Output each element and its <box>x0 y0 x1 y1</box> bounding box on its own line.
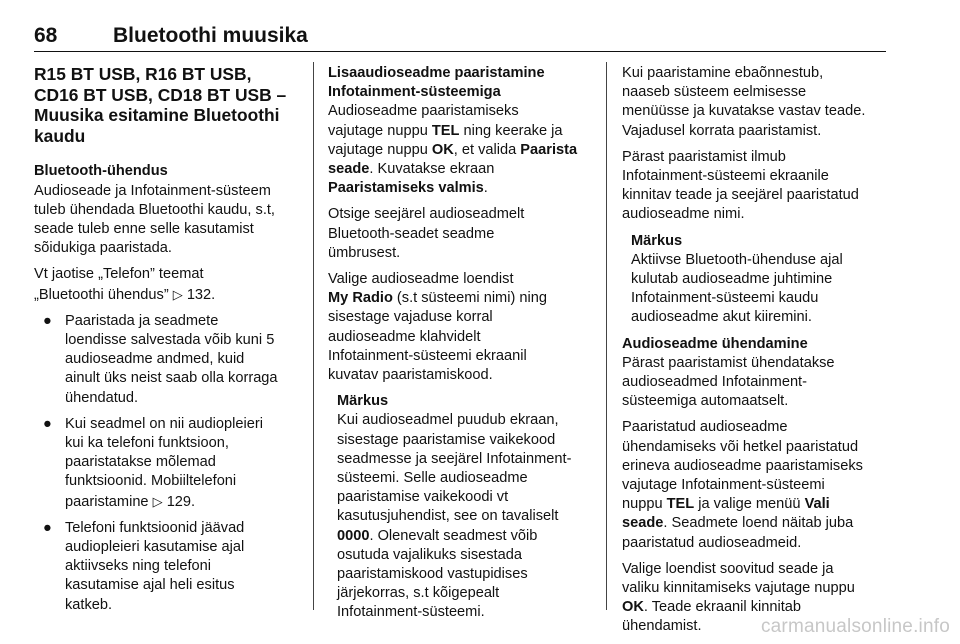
page-header <box>34 24 886 50</box>
page-number: 68 <box>34 24 58 47</box>
default-code: 0000 <box>337 527 370 544</box>
paragraph: Valige loendist soovitud seade ja valiku kinnitamiseks vajutage nuppu OK. Teade ekraanil kinnitab ühendamist. <box>622 560 855 635</box>
paragraph-cross-reference: Vt jaotise „Telefon” teemat „Bluetoothi ühendus” ▷ 132. <box>34 266 216 303</box>
section-title: Bluetoothi muusika <box>113 24 308 47</box>
bullet-list <box>34 312 300 615</box>
paragraph: Audioseade ja Infotainment-süsteem tuleb ühendada Bluetoothi kaudu, s.t, seade tuleb enne selle kasutamist sõidukiga paaristada. <box>34 182 275 257</box>
tel-key-label: TEL <box>666 496 695 513</box>
menu-item-label: Paarista <box>520 141 578 158</box>
list-item: ● Telefoni funktsioonid jäävad audiopleieri kasutamise ajal aktiivseks ning telefoni kasutamise ajal heli esitus katkeb. <box>43 519 245 613</box>
menu-item-label: Vali <box>804 496 830 513</box>
header-divider <box>34 51 886 52</box>
paragraph: Kui paaristamine ebaõnnestub, naaseb süsteem eelmisesse menüüsse ja kuvatakse vastav teade. Vajadusel korrata paaristamist. <box>622 65 866 139</box>
bullet-dot-icon: ● <box>43 415 52 432</box>
column-3 <box>622 64 886 644</box>
column-divider-1 <box>313 62 314 610</box>
paragraph: Paaristatud audioseadme ühendamiseks või hetkel paaristatud erineva audioseadme paaristamiseks vajutage Infotainment-süsteemi nuppu TEL ja valige menüü Vali seade. Seadmete loend näitab juba paaristatud audioseadmeid. <box>622 419 863 551</box>
column-divider-2 <box>606 62 607 610</box>
note-label: Märkus <box>631 232 683 249</box>
menu-item-label: seade <box>622 515 664 532</box>
device-name-label: My Radio <box>328 290 393 307</box>
page-reference-link[interactable]: 129. <box>166 493 196 510</box>
note-box: Märkus Aktiivse Bluetooth-ühenduse ajal kulutab audioseadme juhtimine Infotainment-süsteemi kaudu audioseadme akut kiiremini. <box>622 232 886 328</box>
page-reference-link[interactable]: 132. <box>186 286 216 303</box>
subheading-connecting: Audioseadme ühendamine <box>622 335 808 352</box>
bullet-dot-icon: ● <box>43 312 52 329</box>
screen-name-label: Paaristamiseks valmis <box>328 180 484 197</box>
paragraph: Audioseadme paaristamiseks vajutage nuppu TEL ning keerake ja vajutage nuppu OK, et valida Paarista seade. Kuvatakse ekraan Paaristamiseks valmis. <box>328 103 578 197</box>
watermark: carmanualsonline.info <box>760 616 950 637</box>
ok-key-label: OK <box>622 599 644 616</box>
page-reference-arrow-icon[interactable]: ▷ <box>152 493 163 509</box>
column-1 <box>34 64 300 622</box>
tel-key-label: TEL <box>431 122 460 139</box>
bullet-dot-icon: ● <box>43 519 52 536</box>
column-2 <box>328 64 592 623</box>
paragraph: Otsige seejärel audioseadmelt Bluetooth-seadet seadme ümbrusest. <box>328 206 525 261</box>
note-box: Märkus Kui audioseadmel puudub ekraan, sisestage paaristamise vaikekood seadmesse ja seejärel Infotainment- süsteemi. Selle audioseadme paaristamise vaikekoodi vt kasutusjuhendist, see on tavaliselt 0000. Olenevalt seadmest võib osutuda vajalikuks sisestada paaristamiskood vastupidises järjekorras, s.t kõigepealt Infotainment-süsteemi. <box>328 392 592 622</box>
subheading-bluetooth-connection: Bluetooth-ühendus <box>34 163 168 180</box>
chapter-heading: R15 BT USB, R16 BT USB, CD16 BT USB, CD18 BT USB – Muusika esitamine Bluetoothi kaudu <box>34 64 287 146</box>
note-label: Märkus <box>337 393 389 410</box>
paragraph: Pärast paaristamist ilmub Infotainment-süsteemi ekraanile kinnitav teade ja seejärel paaristatud audioseadme nimi. <box>622 148 859 223</box>
page-reference-arrow-icon[interactable]: ▷ <box>172 286 183 302</box>
subheading-pairing: Lisaaudioseadme paaristamine Infotainment-süsteemiga <box>328 65 545 101</box>
ok-key-label: OK <box>431 141 454 158</box>
paragraph: Valige audioseadme loendist My Radio (s.t süsteemi nimi) ning sisestage vajaduse korral audioseadme klahvidelt Infotainment-süsteemi ekraanil kuvatav paaristamiskood. <box>328 271 547 384</box>
list-item: ● Paaristada ja seadmete loendisse salvestada võib kuni 5 audioseadme andmed, kuid ainult üks neist saab olla korraga ühendatud. <box>43 312 278 406</box>
paragraph: Pärast paaristamist ühendatakse audioseadmed Infotainment- süsteemiga automaatselt. <box>622 354 835 410</box>
menu-item-label: seade <box>328 161 370 178</box>
list-item: ● Kui seadmel on nii audiopleieri kui ka telefoni funktsioon, paaristatakse mõlemad funktsioonid. Mobiiltelefoni paaristamine ▷ 129. <box>43 415 263 510</box>
